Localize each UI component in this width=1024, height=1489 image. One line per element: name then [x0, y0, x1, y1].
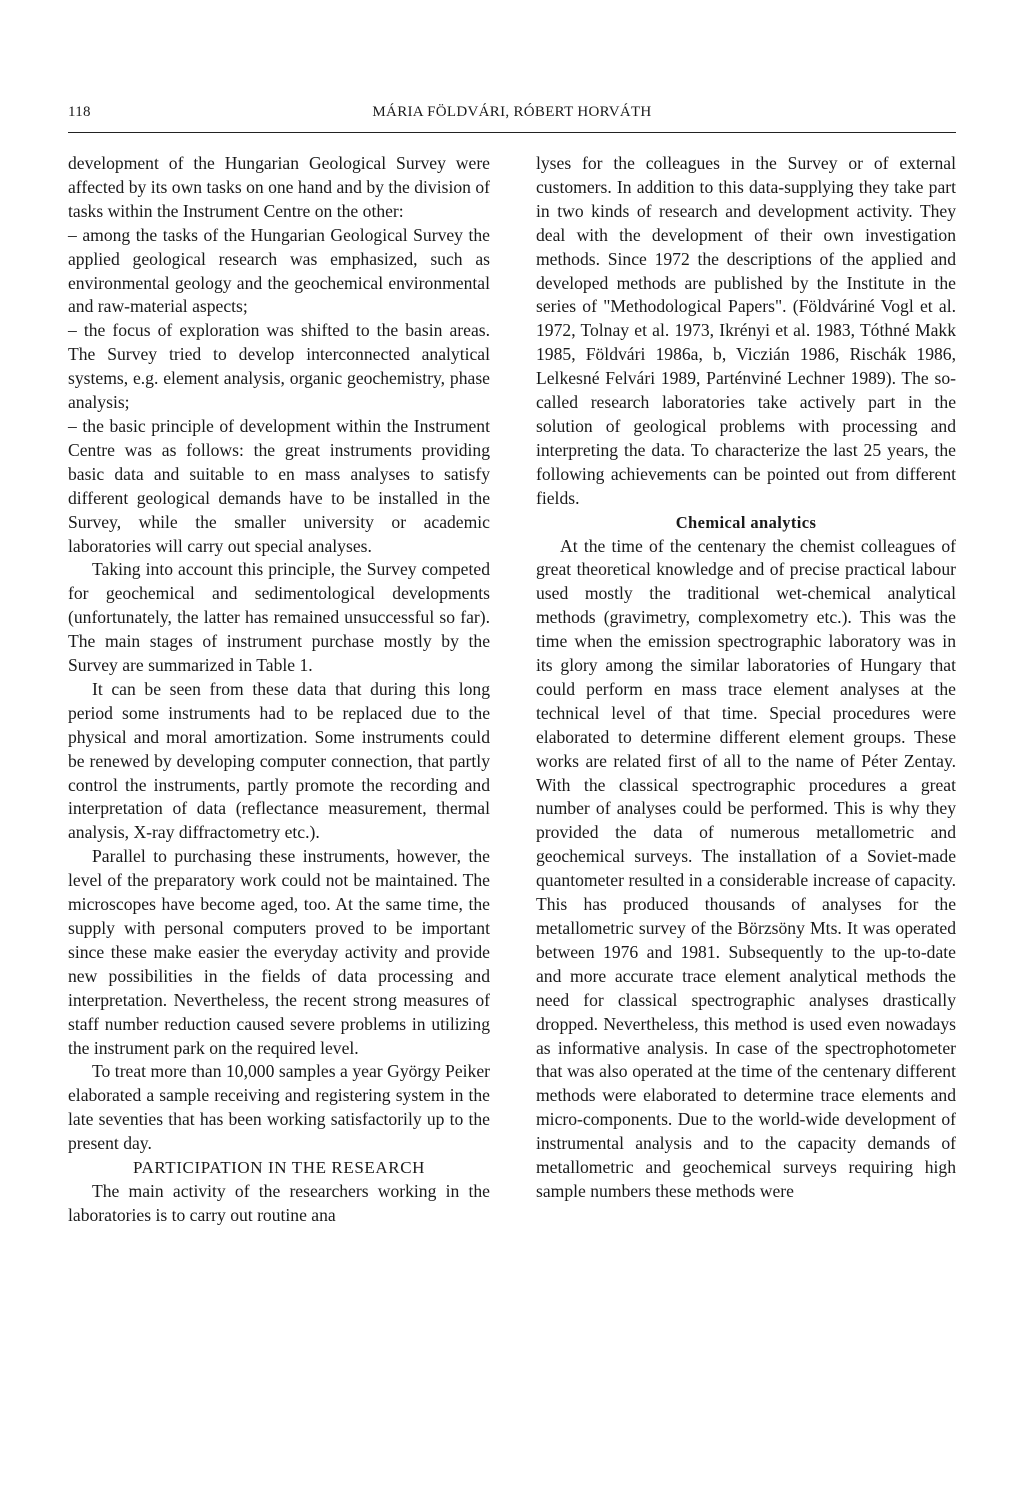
list-item: – the basic principle of development within the Instrument Centre was as follows: the great instruments providing basic data and suitable to en mass analyses to satisfy different geological demands have to be installed in the Survey, while the smaller university or academic laboratories will carry out special analyses.	[68, 415, 490, 556]
list-item: – the focus of exploration was shifted to the basin areas. The Survey tried to develop interconnected analytical systems, e.g. element analysis, organic geochemistry, phase analysis;	[68, 320, 490, 413]
paragraph: It can be seen from these data that during this long period some instruments had to be replaced due to the physical and moral amortization. Some instruments could be renewed by developing computer connection, that partly control the instruments, partly promote the recording and interpretation of data (reflectance measurement, thermal analysis, X-ray diffractometry etc.).	[68, 678, 490, 843]
paragraph: Parallel to purchasing these instruments, however, the level of the preparatory work could not be maintained. The microscopes have become aged, too. At the same time, the supply with personal computers proved to be important since these make easier the everyday activity and provide new possibilities in the fields of data processing and interpretation. Nevertheless, the recent strong measures of staff number reduction caused severe problems in utilizing the instrument park on the required level.	[68, 846, 490, 1058]
running-head-authors: MÁRIA FÖLDVÁRI, RÓBERT HORVÁTH	[372, 104, 652, 120]
section-heading: PARTICIPATION IN THE RESEARCH	[132, 1158, 426, 1178]
left-column	[68, 152, 490, 1228]
paragraph: To treat more than 10,000 samples a year György Peiker elaborated a sample receiving and registering system in the late seventies that has been working satisfactorily up to the present day.	[68, 1061, 490, 1154]
running-header	[68, 104, 956, 126]
right-column	[536, 152, 956, 1204]
subsection-heading: Chemical analytics	[675, 512, 817, 532]
header-rule	[68, 132, 956, 133]
paragraph: At the time of the centenary the chemist colleagues of great theoretical knowledge and of precise practical labour used mostly the traditional wet-chemical analytical methods (gravimetry, complexometry etc.). This was the time when the emission spectrographic laboratory was in its glory among the similar laboratories of Hungary that could perform en mass trace element analyses at the technical level of that time. Special procedures were elaborated to determine different element groups. These works are related first of all to the name of Péter Zentay. With the classical spectrographic procedures a great number of analyses could be performed. This is why they provided the data of numerous metallometric and geochemical surveys. The installation of a Soviet-made quantometer resulted in a considerable increase of capacity. This has produced thousands of analyses for the metallometric survey of the Börzsöny Mts. It was operated between 1976 and 1981. Subsequently to the up-to-date and more accurate trace element analytical methods the need for classical spectrographic analyses drastically dropped. Nevertheless, this method is used even nowadays as informative analysis. In case of the spectrophotometer that was also operated at the time of the centenary different methods were elaborated to determine trace elements and micro-components. Due to the world-wide development of instrumental analysis and to the capacity demands of metallometric and geochemical surveys requiring high sample numbers these methods were	[536, 535, 956, 1201]
paragraph: lyses for the colleagues in the Survey or of external customers. In addition to this data-supplying they take part in two kinds of research and development activity. They deal with the development of their own investigation methods. Since 1972 the descriptions of the applied and developed methods are published by the Institute in the series of "Methodological Papers". (Földváriné Vogl et al. 1972, Tolnay et al. 1973, Ikrényi et al. 1983, Tóthné Makk 1985, Földvári 1986a, b, Viczián 1986, Rischák 1986, Lelkesné Felvári 1989, Parténviné Lechner 1989). The so-called research laboratories take actively part in the solution of geological problems with processing and interpreting the data. To characterize the last 25 years, the following achievements can be pointed out from different fields.	[536, 153, 956, 508]
paragraph: development of the Hungarian Geological Survey were affected by its own tasks on one hand and by the division of tasks within the Instrument Centre on the other:	[68, 153, 490, 221]
paragraph: The main activity of the researchers working in the laboratories is to carry out routine ana	[68, 1180, 490, 1225]
paragraph: Taking into account this principle, the Survey competed for geochemical and sedimentological developments (unfortunately, the latter has remained unsuccessful so far). The main stages of instrument purchase mostly by the Survey are summarized in Table 1.	[68, 559, 490, 676]
page-number: 118	[68, 104, 91, 120]
list-item: – among the tasks of the Hungarian Geological Survey the applied geological research was emphasized, such as environmental geology and the geochemical environmental and raw-material aspects;	[68, 224, 490, 317]
